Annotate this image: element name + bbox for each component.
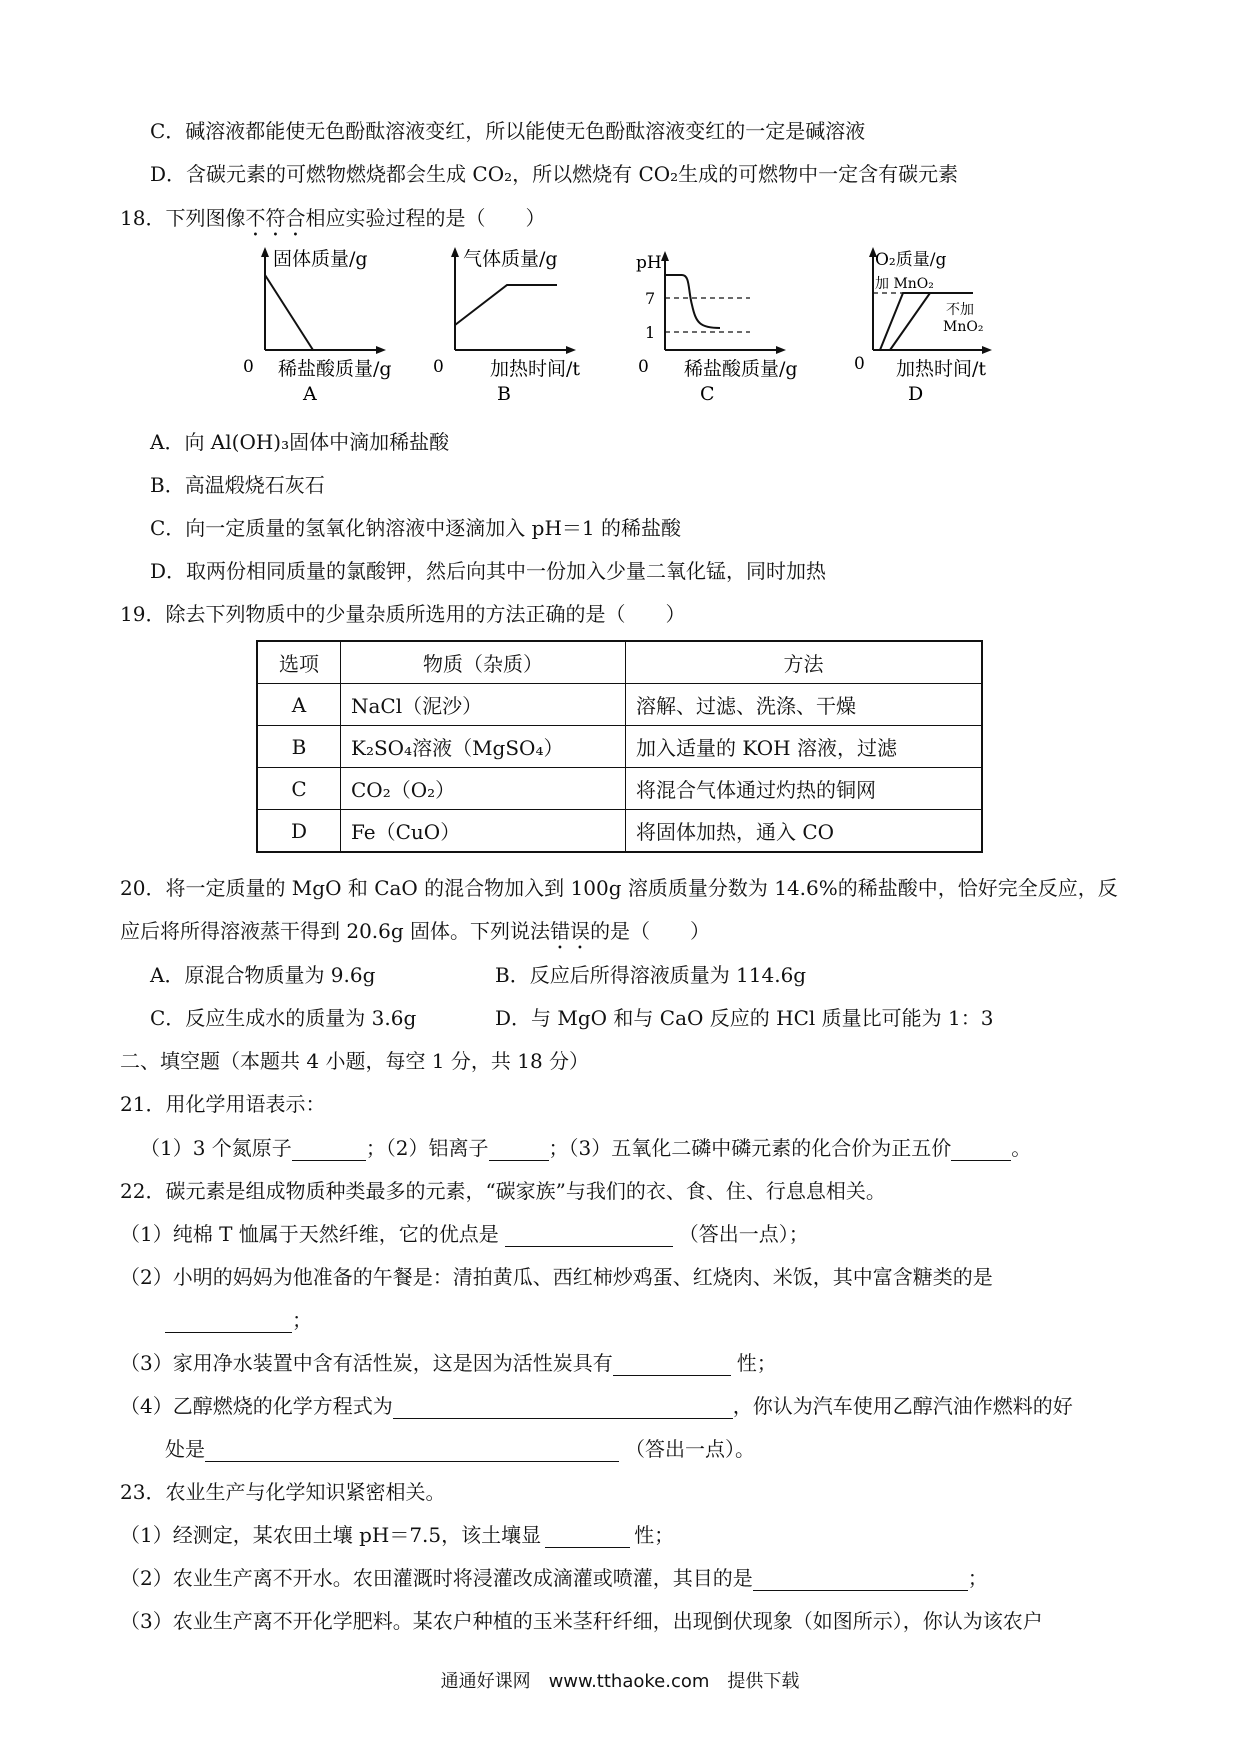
q22-sub4-text: （4）乙醇燃烧的化学方程式为: [120, 1394, 393, 1418]
q20-option-c: C．反应生成水的质量为 3.6g: [150, 1006, 417, 1030]
q19-table: [256, 640, 983, 853]
row-method: 将混合气体通过灼热的铜网: [626, 768, 983, 810]
q21-parts: [140, 1135, 1031, 1161]
graph-d-caption: D: [908, 383, 924, 405]
q18-stem-pre: 18．下列图像: [120, 206, 246, 230]
graph-c-ylabel: pH: [636, 253, 662, 273]
q22-blank-4[interactable]: [393, 1398, 733, 1419]
row-substance: NaCl（泥沙）: [341, 684, 626, 726]
graph-d-origin: 0: [854, 354, 865, 374]
q19-stem: 19．除去下列物质中的少量杂质所选用的方法正确的是（ ）: [120, 602, 686, 626]
graph-c-origin: 0: [638, 357, 649, 377]
q23-sub2-post: ；: [967, 1566, 988, 1590]
graph-c: [630, 245, 810, 405]
q22-sub3-post: 性；: [736, 1351, 777, 1375]
q17-option-d: D．含碳元素的可燃物燃烧都会生成 CO₂，所以燃烧有 CO₂生成的可燃物中一定含有碳元素: [150, 162, 959, 186]
graph-c-y-arrow: [661, 251, 669, 261]
q23-sub1-text: （1）经测定，某农田土壤 pH＝7.5，该土壤显: [120, 1523, 542, 1547]
q18-stem-post: 相应实验过程的是（ ）: [305, 206, 546, 230]
row-method: 将固体加热，通入 CO: [626, 810, 983, 853]
q20-stem-post: 的是（ ）: [590, 919, 711, 943]
table-row: [257, 810, 982, 853]
q18-stem-emphasis: 不符合: [245, 206, 306, 230]
q22-sub3: [120, 1350, 777, 1376]
graph-b-x-arrow: [566, 346, 576, 354]
graph-d-xlabel: 加热时间/t: [896, 358, 987, 380]
q23-sub1-post: 性；: [634, 1523, 675, 1547]
q22-sub1-text: （1）纯棉 T 恤属于天然纤维，它的优点是: [120, 1222, 499, 1246]
q21-stem: 21．用化学用语表示：: [120, 1092, 326, 1116]
q18-stem: [120, 205, 545, 241]
q22-blank-1[interactable]: [505, 1226, 673, 1247]
graph-b-xlabel: 加热时间/t: [490, 358, 581, 380]
header-method: 方法: [626, 641, 983, 684]
row-substance: Fe（CuO）: [341, 810, 626, 853]
q20-option-d: D．与 MgO 和与 CaO 反应的 HCl 质量比可能为 1：3: [495, 1006, 994, 1030]
graph-c-x-arrow: [776, 346, 786, 354]
graph-b-curve: [455, 285, 557, 325]
graph-d-ylabel: O₂质量/g: [875, 250, 947, 270]
graph-c-tick1: 1: [645, 323, 656, 342]
q21-part1: （1）3 个氮原子: [140, 1136, 292, 1160]
graph-a-caption: A: [303, 383, 317, 405]
row-substance: CO₂（O₂）: [341, 768, 626, 810]
q20-option-b: B．反应后所得溶液质量为 114.6g: [495, 963, 807, 987]
q22-sub4: [120, 1393, 1073, 1419]
q22-stem: 22．碳元素是组成物质种类最多的元素，“碳家族”与我们的衣、食、住、行息息相关。: [120, 1179, 886, 1203]
q20-option-a: A．原混合物质量为 9.6g: [150, 963, 376, 987]
graph-b-caption: B: [497, 383, 511, 405]
q23-sub2: [120, 1565, 988, 1591]
graph-a-y-arrow: [261, 247, 269, 257]
q21-part3: ；（3）五氧化二磷中磷元素的化合价为正五价: [548, 1136, 952, 1160]
q22-blank-3[interactable]: [613, 1355, 731, 1376]
page-footer: 通通好课网 www.tthaoke.com 提供下载: [440, 1671, 800, 1692]
q22-sub1-post: （答出一点）；: [678, 1222, 809, 1246]
graph-c-caption: C: [700, 383, 715, 405]
q20-stem-line1: 20．将一定质量的 MgO 和 CaO 的混合物加入到 100g 溶质质量分数为 14.6%的稀盐酸中，恰好完全反应，反: [120, 876, 1118, 900]
q23-stem: 23．农业生产与化学知识紧密相关。: [120, 1480, 446, 1504]
table-row: [257, 768, 982, 810]
row-option: A: [257, 684, 341, 726]
q23-blank-2[interactable]: [753, 1570, 968, 1591]
q22-sub4b-post: （答出一点）。: [625, 1437, 755, 1461]
q23-sub2-text: （2）农业生产离不开水。农田灌溉时将浸灌改成滴灌或喷灌，其目的是: [120, 1566, 753, 1590]
graph-d-label-without-2: MnO₂: [943, 319, 984, 335]
q18-option-d: D．取两份相同质量的氯酸钾，然后向其中一份加入少量二氧化锰，同时加热: [150, 559, 827, 583]
q21-blank-2[interactable]: [489, 1140, 549, 1161]
graph-d-label-without-1: 不加: [946, 302, 974, 318]
q22-sub4-post: ，你认为汽车使用乙醇汽油作燃料的好: [732, 1394, 1073, 1418]
q22-sub4b-text: 处是: [165, 1437, 205, 1461]
graph-c-tick7: 7: [645, 289, 656, 308]
graph-c-curve: [665, 275, 720, 328]
q18-option-a: A．向 Al(OH)₃固体中滴加稀盐酸: [150, 430, 450, 454]
row-option: B: [257, 726, 341, 768]
q21-part2: ；（2）铝离子: [365, 1136, 489, 1160]
row-option: C: [257, 768, 341, 810]
q21-blank-3[interactable]: [951, 1140, 1011, 1161]
q23-sub3: （3）农业生产离不开化学肥料。某农户种植的玉米茎秆纤细，出现倒伏现象（如图所示），你认为该农户: [120, 1609, 1043, 1633]
q22-sub4-cont: [165, 1436, 755, 1462]
graph-d-x-arrow: [982, 346, 992, 354]
row-method: 溶解、过滤、洗涤、干燥: [626, 684, 983, 726]
row-option: D: [257, 810, 341, 853]
section-heading: 二、填空题（本题共 4 小题，每空 1 分，共 18 分）: [120, 1049, 590, 1073]
q22-sub2-post: ；: [292, 1308, 312, 1332]
table-header-row: [257, 641, 982, 684]
q23-blank-1[interactable]: [545, 1527, 630, 1548]
q22-sub2-answer: [165, 1307, 312, 1333]
graph-a-ylabel: 固体质量/g: [273, 248, 368, 270]
q21-blank-1[interactable]: [292, 1140, 366, 1161]
graph-d-label-with: 加 MnO₂: [875, 276, 934, 292]
graph-b-origin: 0: [433, 357, 444, 377]
graph-b-ylabel: 气体质量/g: [463, 248, 558, 270]
header-substance: 物质（杂质）: [341, 641, 626, 684]
row-substance: K₂SO₄溶液（MgSO₄）: [341, 726, 626, 768]
graph-b-y-arrow: [451, 247, 459, 257]
q20-stem-pre: 应后将所得溶液蒸干得到 20.6g 固体。下列说法: [120, 919, 551, 943]
graph-a-xlabel: 稀盐酸质量/g: [278, 358, 392, 380]
q22-blank-2[interactable]: [165, 1312, 292, 1333]
q21-part4: 。: [1011, 1136, 1032, 1160]
q20-stem-line2: [120, 918, 710, 954]
q22-sub3-text: （3）家用净水装置中含有活性炭，这是因为活性炭具有: [120, 1351, 613, 1375]
graph-a-curve: [265, 275, 313, 350]
graph-c-xlabel: 稀盐酸质量/g: [684, 358, 798, 380]
q17-option-c: C．碱溶液都能使无色酚酞溶液变红，所以能使无色酚酞溶液变红的一定是碱溶液: [150, 119, 866, 143]
header-option: 选项: [257, 641, 341, 684]
q23-sub1: [120, 1522, 674, 1548]
graph-b: [435, 245, 605, 405]
q22-blank-5[interactable]: [205, 1441, 619, 1462]
graph-a: [245, 245, 415, 405]
q18-option-c: C．向一定质量的氢氧化钠溶液中逐滴加入 pH＝1 的稀盐酸: [150, 516, 681, 540]
q22-sub2: （2）小明的妈妈为他准备的午餐是：清拍黄瓜、西红柿炒鸡蛋、红烧肉、米饭，其中富含糖类的是: [120, 1265, 993, 1289]
graph-a-x-arrow: [376, 346, 386, 354]
q20-stem-emphasis: 错误: [550, 919, 591, 943]
table-row: [257, 726, 982, 768]
graph-a-origin: 0: [243, 357, 254, 377]
row-method: 加入适量的 KOH 溶液，过滤: [626, 726, 983, 768]
table-row: [257, 684, 982, 726]
q18-option-b: B．高温煅烧石灰石: [150, 473, 325, 497]
graph-d: [848, 245, 1028, 405]
q22-sub1: [120, 1221, 809, 1247]
